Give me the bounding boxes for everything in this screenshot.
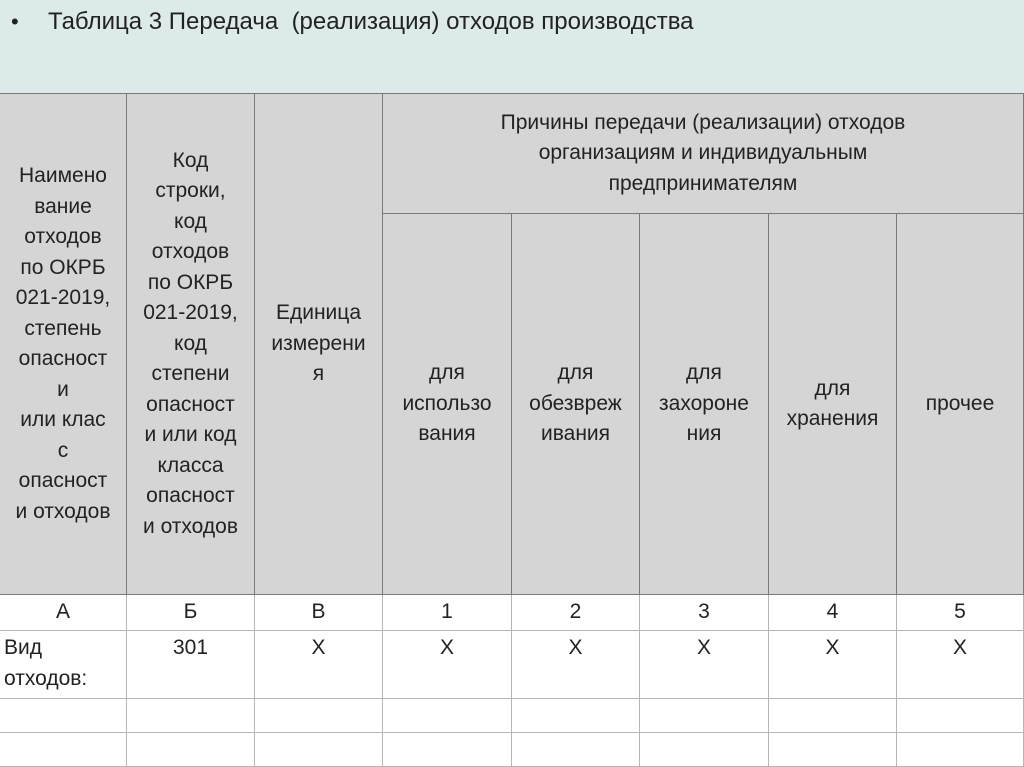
table-cell bbox=[127, 699, 255, 733]
header-line-code: Код строки, код отходов по ОКРБ 021-2019, код степени опасност и или код класса опасност и отходов bbox=[127, 93, 255, 595]
waste-transfer-table bbox=[0, 93, 1024, 767]
table-cell bbox=[640, 699, 769, 733]
header-reason-neutralize: для обезвреж ивания bbox=[512, 214, 640, 595]
table-cell bbox=[897, 699, 1024, 733]
header-reason-other: прочее bbox=[897, 214, 1024, 595]
table-cell bbox=[127, 733, 255, 767]
bullet-icon: • bbox=[11, 9, 19, 34]
column-code: А bbox=[0, 595, 127, 631]
table-cell bbox=[769, 699, 897, 733]
column-code: 1 bbox=[383, 595, 512, 631]
table-cell: Х bbox=[512, 631, 640, 699]
column-code: 2 bbox=[512, 595, 640, 631]
table-cell: Х bbox=[897, 631, 1024, 699]
table-cell: Х bbox=[640, 631, 769, 699]
table-cell: Х bbox=[255, 631, 383, 699]
slide-title: Таблица 3 Передача (реализация) отходов производства bbox=[48, 8, 694, 35]
column-code: 5 bbox=[897, 595, 1024, 631]
table-cell: 301 bbox=[127, 631, 255, 699]
table-cell bbox=[640, 733, 769, 767]
table-cell: Вид отходов: bbox=[0, 631, 127, 699]
table-cell bbox=[512, 733, 640, 767]
column-code: В bbox=[255, 595, 383, 631]
table-cell: Х bbox=[383, 631, 512, 699]
header-reasons-group: Причины передачи (реализации) отходов организациям и индивидуальным предпринимателям bbox=[383, 93, 1024, 214]
header-unit: Единица измерени я bbox=[255, 93, 383, 595]
header-waste-name: Наимено вание отходов по ОКРБ 021-2019, степень опасност и или клас с опасност и отходов bbox=[0, 93, 127, 595]
table-cell bbox=[383, 733, 512, 767]
table-cell bbox=[0, 699, 127, 733]
table-cell bbox=[383, 699, 512, 733]
table-cell: Х bbox=[769, 631, 897, 699]
table-cell bbox=[255, 733, 383, 767]
table-cell bbox=[512, 699, 640, 733]
table-cell bbox=[769, 733, 897, 767]
table-cell bbox=[897, 733, 1024, 767]
column-code: 3 bbox=[640, 595, 769, 631]
column-code: Б bbox=[127, 595, 255, 631]
title-bar bbox=[0, 0, 1024, 93]
header-reason-use: для использо вания bbox=[383, 214, 512, 595]
header-reason-bury: для захороне ния bbox=[640, 214, 769, 595]
column-code: 4 bbox=[769, 595, 897, 631]
table-cell bbox=[255, 699, 383, 733]
table-cell bbox=[0, 733, 127, 767]
header-reason-store: для хранения bbox=[769, 214, 897, 595]
